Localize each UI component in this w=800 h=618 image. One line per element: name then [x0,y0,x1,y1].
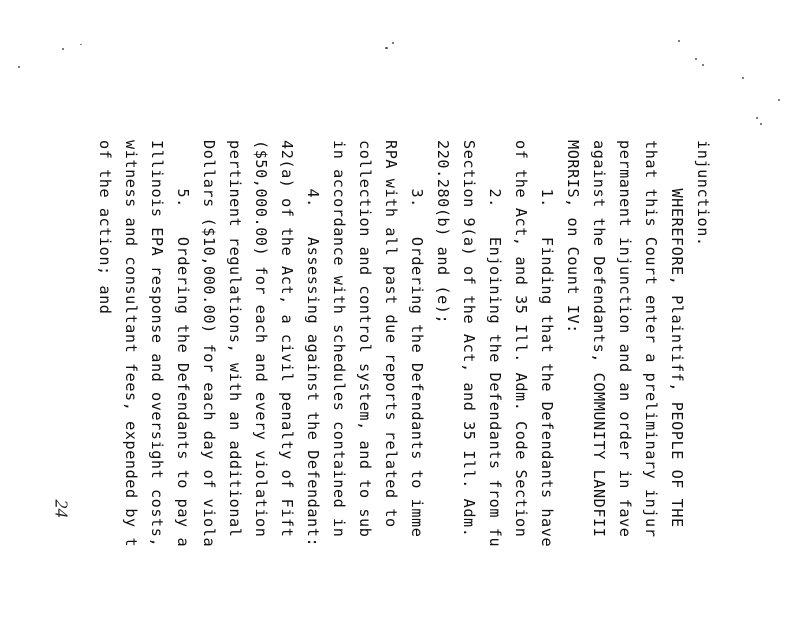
text-line: in accordance with schedules contained in [330,140,348,538]
scan-speck [778,99,780,101]
scan-speck [385,47,388,49]
scan-speck [756,117,758,119]
text-line: witness and consultant fees, expended by t [122,140,140,548]
text-line: of the action; and [96,140,114,315]
scan-speck [18,66,20,68]
text-line: Dollars ($10,000.00) for each day of viola [200,140,218,548]
scan-speck [62,48,64,50]
text-line: 4. Assessing against the Defendant: [304,140,322,548]
text-line: of the Act, and 35 Ill. Adm. Code Section [512,140,530,538]
text-line: that this Court enter a preliminary injur [642,140,660,538]
text-line: Illinois EPA response and oversight costs, [148,140,166,548]
page-number: 24 [51,499,72,518]
text-line: against the Defendants, COMMUNITY LANDFII [590,140,608,538]
text-line: 42(a) of the Act, a civil penalty of Fift [278,140,296,538]
text-line: collection and control system, and to sub [356,140,374,538]
scan-speck [702,64,704,66]
text-line: injunction. [694,140,712,247]
text-line: RPA with all past due reports related to [382,140,400,528]
text-line: 2. Enjoining the Defendants from fu [486,140,504,548]
text-line: 1. Finding that the Defendants have [538,140,556,548]
text-line: permanent injunction and an order in fave [616,140,634,538]
rotated-text-block [90,140,710,618]
text-line: Section 9(a) of the Act, and 35 Ill. Adm. [460,140,478,538]
scan-speck [742,77,744,79]
text-line: 5. Ordering the Defendants to pay a [174,140,192,548]
scan-speck [80,44,82,45]
text-line: WHEREFORE, Plaintiff, PEOPLE OF THE [668,140,686,528]
scan-speck [678,40,680,42]
text-line: MORRIS, on Count IV: [564,140,582,334]
scan-speck [392,42,394,44]
scan-speck [760,123,762,125]
scan-speck [695,58,697,60]
text-line: pertinent regulations, with an additional [226,140,244,538]
text-line: 220.280(b) and (e); [434,140,452,325]
text-line: ($50,000.00) for each and every violation [252,140,270,538]
text-line: 3. Ordering the Defendants to imme [408,140,426,538]
